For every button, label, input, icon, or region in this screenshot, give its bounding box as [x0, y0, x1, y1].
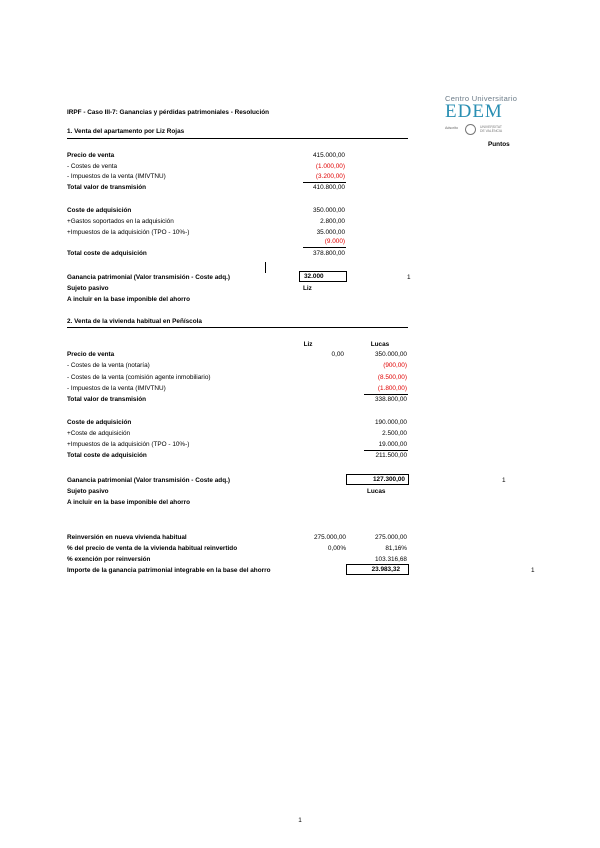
row-label: Precio de venta [67, 351, 115, 358]
points-value: 1 [502, 477, 506, 484]
points-value: 1 [407, 274, 411, 281]
gain-value: 32.000 [304, 273, 324, 280]
document-title: IRPF - Caso III-7: Ganancias y pérdidas patrimoniales - Resolución [67, 109, 270, 116]
section-2-rule [67, 327, 408, 328]
row-value: 415.000,00 [313, 152, 345, 159]
row-label: Coste de adquisición [67, 207, 132, 214]
row-value: 350.000,00 [313, 207, 345, 214]
row-label: - Impuestos de la venta (IMIVTNU) [67, 385, 166, 392]
row-value-lucas: 190.000,00 [375, 419, 407, 426]
row-value-lucas: 350.000,00 [375, 351, 407, 358]
import-label: Importe de la ganancia patrimonial integrable en la base del ahorro [67, 567, 271, 574]
row-label: Total coste de adquisición [67, 452, 147, 459]
section-1-rule [67, 138, 408, 139]
row-value-liz: 275.000,00 [314, 534, 346, 541]
row-value-lucas: 2.500,00 [382, 430, 407, 437]
logo-adscrito: Adscrito [445, 126, 458, 130]
sujeto-label: Sujeto pasivo [67, 285, 109, 292]
row-label: +Gastos soportados en la adquisición [67, 218, 174, 225]
row-value-lucas: 81,16% [385, 545, 407, 552]
sujeto-label: Sujeto pasivo [67, 488, 109, 495]
sujeto-value: Liz [303, 285, 312, 292]
sujeto-value: Lucas [367, 488, 386, 495]
column-header-liz: Liz [303, 341, 313, 348]
gain-label: Ganancia patrimonial (Valor transmisión - Coste adq.) [67, 274, 230, 281]
row-value-liz: 0,00% [327, 545, 346, 552]
row-value: 35.000,00 [316, 229, 345, 236]
partner-name: UNIVERSITAT DE VALÈNCIA [480, 125, 503, 133]
row-label: % del precio de venta de la vivienda habitual reinvertido [67, 545, 238, 552]
row-value-lucas: 338.800,00 [375, 396, 407, 403]
row-label: +Impuestos de la adquisición (TPO - 10%-) [67, 229, 190, 236]
row-value-lucas: 275.000,00 [375, 534, 407, 541]
cursor-mark [265, 262, 266, 273]
total-rule [303, 182, 346, 183]
column-header-lucas: Lucas [370, 341, 390, 348]
row-label: +Impuestos de la adquisición (TPO - 10%-) [67, 441, 190, 448]
logo-subtitle: Centro Universitario [445, 94, 518, 103]
gain-value: 127.300,00 [373, 476, 405, 483]
row-label: Total valor de transmisión [67, 396, 147, 403]
row-label: % exención por reinversión [67, 556, 151, 563]
row-label: - Costes de venta [67, 163, 118, 170]
university-seal-icon [465, 124, 476, 135]
total-rule [364, 450, 408, 451]
gain-label: Ganancia patrimonial (Valor transmisión - Coste adq.) [67, 477, 230, 484]
row-value-lucas: (8.500,00) [377, 374, 407, 381]
row-label: Coste de adquisición [67, 419, 132, 426]
row-value: (9.000) [324, 238, 345, 245]
row-value: 410.800,00 [313, 184, 345, 191]
total-rule [303, 247, 346, 248]
section-1-title: 1. Venta del apartamento por Liz Rojas [67, 128, 185, 135]
row-value: (1.000,00) [315, 163, 345, 170]
page-number: 1 [298, 817, 302, 824]
row-value-lucas: (900,00) [383, 362, 407, 369]
row-value-liz: 0,00 [331, 351, 344, 358]
row-label: Total coste de adquisición [67, 250, 147, 257]
row-label: - Impuestos de la venta (IMIVTNU) [67, 173, 166, 180]
row-label: +Coste de adquisición [67, 430, 131, 437]
row-value: (3.200,00) [315, 173, 345, 180]
row-value-lucas: (1.800,00) [377, 385, 407, 392]
section-2-title: 2. Venta de la vivienda habitual en Peñíscola [67, 318, 202, 325]
row-label: Precio de venta [67, 152, 115, 159]
edem-logo: EDEM [445, 101, 503, 122]
base-label: A incluir en la base imponible del ahorro [67, 296, 190, 303]
row-label: Total valor de transmisión [67, 184, 147, 191]
points-header: Puntos [488, 141, 510, 148]
row-label: Reinversión en nueva vivienda habitual [67, 534, 187, 541]
base-label: A incluir en la base imponible del ahorro [67, 499, 190, 506]
total-rule [364, 394, 408, 395]
row-value: 378.800,00 [313, 250, 345, 257]
points-value: 1 [531, 567, 535, 574]
row-label: - Costes de la venta (comisión agente inmobiliario) [67, 374, 211, 381]
import-value: 23.983,32 [371, 566, 400, 573]
row-label: - Costes de la venta (notaría) [67, 362, 150, 369]
row-value-lucas: 103.316,68 [375, 556, 407, 563]
row-value: 2.800,00 [320, 218, 345, 225]
row-value-lucas: 211.500,00 [375, 452, 407, 459]
row-value-lucas: 19.000,00 [378, 441, 407, 448]
